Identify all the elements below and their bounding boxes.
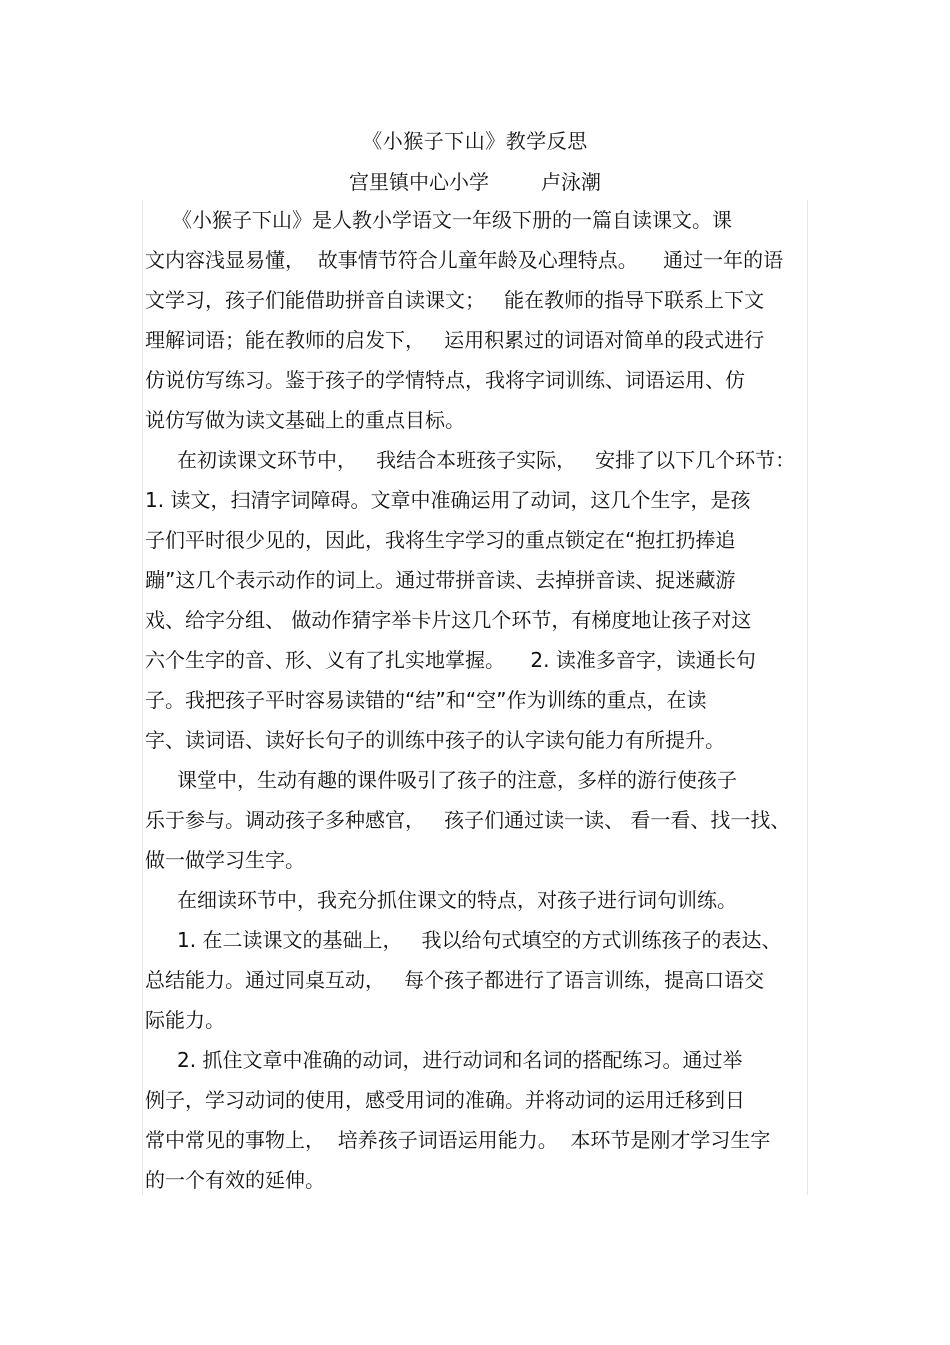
text-line: 《小猴子下山》是人教小学语文一年级下册的一篇自读课文。课 bbox=[172, 208, 732, 232]
text-line: 乐于参与。调动孩子多种感官， 孩子们通过读一读、 看一看、找一找、 bbox=[145, 808, 791, 832]
byline bbox=[0, 168, 950, 196]
text-line: 子们平时很少见的，因此，我将生字学习的重点锁定在“抱扛扔捧追 bbox=[145, 528, 736, 552]
text-line: 际能力。 bbox=[145, 1008, 225, 1032]
text-line: 1. 在二读课文的基础上， 我以给句式填空的方式训练孩子的表达、 bbox=[177, 928, 782, 952]
text-line: 在细读环节中，我充分抓住课文的特点，对孩子进行词句训练。 bbox=[177, 888, 737, 912]
text-line: 在初读课文环节中， 我结合本班孩子实际， 安排了以下几个环节： bbox=[177, 448, 796, 472]
text-line: 文内容浅显易懂， 故事情节符合儿童年龄及心理特点。 通过一年的语 bbox=[145, 248, 784, 272]
left-margin-rule bbox=[142, 200, 143, 1195]
text-line: 1. 读文，扫清字词障碍。文章中准确运用了动词，这几个生字，是孩 bbox=[145, 488, 751, 512]
text-line: 的一个有效的延伸。 bbox=[145, 1168, 325, 1192]
text-line: 2. 抓住文章中准确的动词，进行动词和名词的搭配练习。通过举 bbox=[177, 1048, 743, 1072]
text-line: 理解词语；能在教师的启发下， 运用积累过的词语对简单的段式进行 bbox=[145, 328, 765, 352]
text-line: 总结能力。通过同桌互动， 每个孩子都进行了语言训练，提高口语交 bbox=[145, 968, 765, 992]
text-line: 字、读词语、读好长句子的训练中孩子的认字读句能力有所提升。 bbox=[145, 728, 725, 752]
text-line: 说仿写做为读文基础上的重点目标。 bbox=[145, 408, 465, 432]
text-line: 仿说仿写练习。鉴于孩子的学情特点，我将字词训练、词语运用、仿 bbox=[145, 368, 745, 392]
text-line: 常中常见的事物上， 培养孩子词语运用能力。 本环节是刚才学习生字 bbox=[145, 1128, 771, 1152]
author-name: 卢泳潮 bbox=[541, 170, 601, 194]
school-name: 宫里镇中心小学 bbox=[349, 170, 489, 194]
text-line: 例子，学习动词的使用，感受用词的准确。并将动词的运用迁移到日 bbox=[145, 1088, 745, 1112]
text-line: 课堂中，生动有趣的课件吸引了孩子的注意，多样的游行使孩子 bbox=[177, 768, 737, 792]
text-line: 蹦”这几个表示动作的词上。通过带拼音读、去掉拼音读、捉迷藏游 bbox=[145, 568, 736, 592]
text-line: 戏、给字分组、 做动作猜字举卡片这几个环节，有梯度地让孩子对这 bbox=[145, 608, 752, 632]
text-line: 六个生字的音、形、义有了扎实地掌握。 2. 读准多音字，读通长句 bbox=[145, 648, 756, 672]
document-title: 《小猴子下山》教学反思 bbox=[362, 129, 588, 153]
text-line: 子。我把孩子平时容易读错的“结”和“空”作为训练的重点，在读 bbox=[145, 688, 707, 712]
text-line: 做一做学习生字。 bbox=[145, 848, 305, 872]
text-line: 文学习，孩子们能借助拼音自读课文； 能在教师的指导下联系上下文 bbox=[145, 288, 765, 312]
